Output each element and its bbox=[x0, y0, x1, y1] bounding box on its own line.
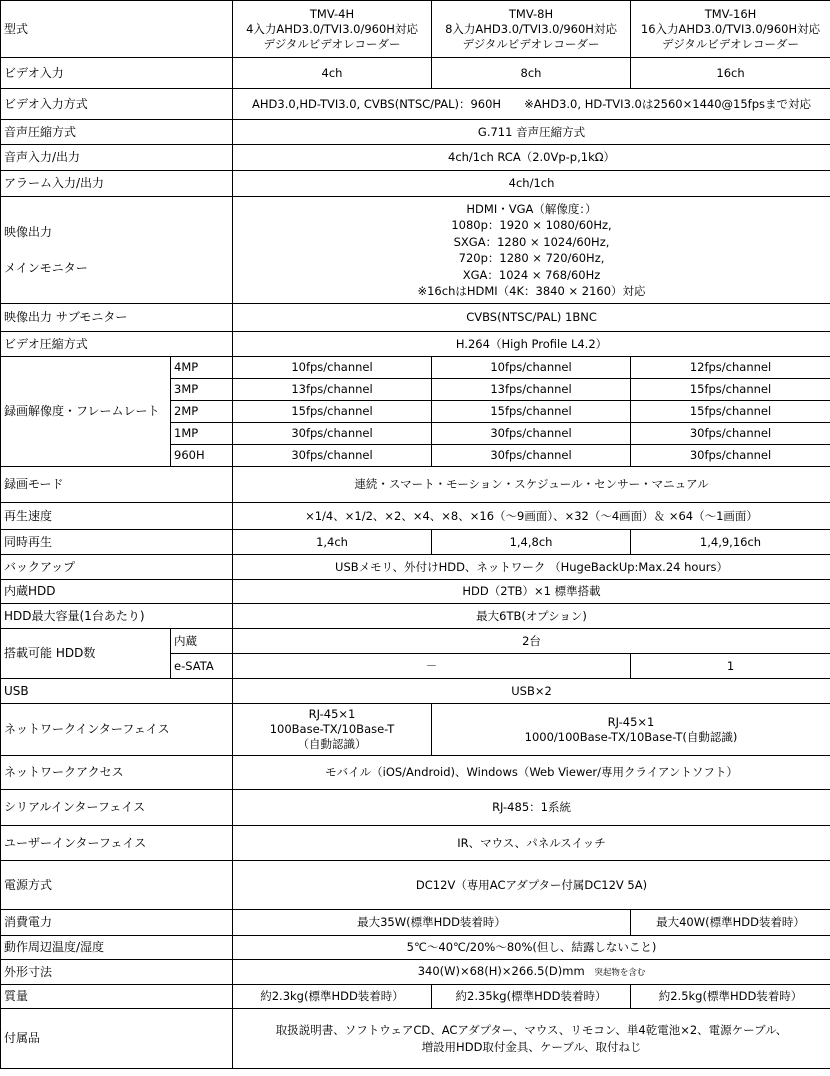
spec-value: RJ-485：1系統 bbox=[233, 790, 830, 826]
spec-label: ユーザーインターフェイス bbox=[1, 826, 233, 861]
spec-value: 15fps/channel bbox=[233, 401, 432, 423]
dimensions-value: 340(W)×68(H)×266.5(D)mm bbox=[417, 963, 585, 978]
resolution-label: 4MP bbox=[171, 357, 233, 379]
spec-value: 最大6TB(オプション) bbox=[233, 604, 830, 629]
spec-value: 1,4,9,16ch bbox=[631, 530, 830, 555]
spec-label bbox=[1, 197, 233, 304]
spec-value: 30fps/channel bbox=[432, 445, 631, 467]
spec-value: 最大40W(標準HDD装着時） bbox=[631, 910, 830, 936]
backup-row bbox=[1, 555, 830, 580]
recording-row bbox=[1, 357, 830, 379]
model-type: デジタルビデオレコーダー bbox=[263, 36, 401, 51]
model-name: TMV-16H bbox=[704, 6, 757, 21]
spec-value: モバイル（iOS/Android)、Windows（Web Viewer/専用クライアントソフト） bbox=[233, 756, 830, 790]
hdd-count-row bbox=[1, 629, 830, 654]
weight-row bbox=[1, 985, 830, 1009]
resolution-label: 2MP bbox=[171, 401, 233, 423]
resolution-label: 960H bbox=[171, 445, 233, 467]
accessories-line: 増設用HDD取付金具、ケーブル、取付ねじ bbox=[421, 1039, 642, 1054]
spec-label: HDD最大容量(1台あたり) bbox=[1, 604, 233, 629]
spec-value bbox=[233, 960, 830, 985]
spec-label: 録画モード bbox=[1, 467, 233, 503]
model-label: 型式 bbox=[1, 1, 233, 58]
spec-value: 30fps/channel bbox=[233, 445, 432, 467]
spec-value: 1 bbox=[631, 654, 830, 679]
video-input-method-row bbox=[1, 89, 830, 120]
serial-if-row bbox=[1, 790, 830, 826]
spec-label: 同時再生 bbox=[1, 530, 233, 555]
spec-label: 質量 bbox=[1, 985, 233, 1009]
resolution-label: 3MP bbox=[171, 379, 233, 401]
spec-value: CVBS(NTSC/PAL) 1BNC bbox=[233, 304, 830, 332]
spec-label: バックアップ bbox=[1, 555, 233, 580]
spec-value bbox=[432, 704, 830, 756]
spec-label: USB bbox=[1, 679, 233, 704]
model-name: TMV-8H bbox=[508, 6, 554, 21]
accessories-line: 取扱説明書、ソフトウェアCD、ACアダプター、マウス、リモコン、単4乾電池×2、電源ケーブル、 bbox=[275, 1022, 788, 1037]
spec-value: G.711 音声圧縮方式 bbox=[233, 120, 830, 145]
spec-value: 4ch bbox=[233, 58, 432, 89]
model-type: デジタルビデオレコーダー bbox=[462, 36, 600, 51]
hdd-max-row bbox=[1, 604, 830, 629]
spec-value: 30fps/channel bbox=[631, 445, 830, 467]
power-consumption-row bbox=[1, 910, 830, 936]
main-output-line: HDMI・VGA（解像度：） bbox=[466, 201, 597, 216]
hdd-internal-label: 内蔵 bbox=[171, 629, 233, 654]
spec-value: IR、マウス、パネルスイッチ bbox=[233, 826, 830, 861]
video-input-row bbox=[1, 58, 830, 89]
main-output-label-1: 映像出力 bbox=[4, 224, 53, 239]
playback-speed-row bbox=[1, 503, 830, 530]
model-desc: 4入力AHD3.0/TVI3.0/960H対応 bbox=[246, 21, 418, 36]
accessories-row bbox=[1, 1009, 830, 1069]
spec-value: 約2.3kg(標準HDD装着時） bbox=[233, 985, 432, 1009]
spec-label: 電源方式 bbox=[1, 861, 233, 910]
user-if-row bbox=[1, 826, 830, 861]
spec-value: H.264（High Profile L4.2） bbox=[233, 332, 830, 357]
spec-value bbox=[233, 197, 830, 304]
spec-value: 5℃～40℃/20%～80%(但し、結露しないこと) bbox=[233, 936, 830, 960]
spec-label: 映像出力 サブモニター bbox=[1, 304, 233, 332]
model-tmv-16h bbox=[631, 1, 830, 58]
main-output-row bbox=[1, 197, 830, 304]
spec-value: 約2.35kg(標準HDD装着時） bbox=[432, 985, 631, 1009]
spec-value bbox=[233, 1009, 830, 1069]
spec-value: 15fps/channel bbox=[432, 401, 631, 423]
network-access-row bbox=[1, 756, 830, 790]
power-row bbox=[1, 861, 830, 910]
main-output-label-2: メインモニター bbox=[4, 260, 88, 275]
header-row bbox=[1, 1, 830, 58]
video-compression-row bbox=[1, 332, 830, 357]
spec-label: ネットワークインターフェイス bbox=[1, 704, 233, 756]
spec-value: 1,4ch bbox=[233, 530, 432, 555]
operating-env-row bbox=[1, 936, 830, 960]
network-if-line: 1000/100Base-TX/10Base-T(自動認識) bbox=[524, 729, 738, 744]
spec-value: 4ch/1ch RCA（2.0Vp-p,1kΩ） bbox=[233, 145, 830, 171]
network-if-line: 100Base-TX/10Base-T bbox=[269, 722, 395, 736]
main-output-line: 720p：1280 × 720/60Hz, bbox=[458, 251, 605, 265]
main-output-line: SXGA：1280 × 1024/60Hz, bbox=[453, 234, 610, 249]
spec-value bbox=[233, 704, 432, 756]
spec-label: 搭載可能 HDD数 bbox=[1, 629, 171, 679]
spec-value: 1,4,8ch bbox=[432, 530, 631, 555]
dimensions-note: 突起物を含む bbox=[594, 967, 646, 978]
main-output-line: 1080p：1920 × 1080/60Hz, bbox=[451, 218, 612, 232]
spec-value: ×1/4、×1/2、×2、×4、×8、×16（～9画面）、×32（～4画面）＆ ×64（～1画面） bbox=[233, 503, 830, 530]
spec-value: 16ch bbox=[631, 58, 830, 89]
spec-value: 10fps/channel bbox=[233, 357, 432, 379]
spec-label: ビデオ入力 bbox=[1, 58, 233, 89]
sub-output-row bbox=[1, 304, 830, 332]
spec-value: 2台 bbox=[233, 629, 830, 654]
spec-label: アラーム入力/出力 bbox=[1, 171, 233, 197]
network-if-line: （自動認識） bbox=[297, 737, 367, 751]
model-tmv-4h bbox=[233, 1, 432, 58]
spec-value: HDD（2TB）×1 標準搭載 bbox=[233, 580, 830, 604]
main-output-line: ※16chはHDMI（4K：3840 × 2160）対応 bbox=[417, 284, 646, 298]
spec-value: USBメモリ、外付けHDD、ネットワーク （HugeBackUp:Max.24 hours） bbox=[233, 555, 830, 580]
spec-value: 15fps/channel bbox=[631, 401, 830, 423]
network-if-line: RJ-45×1 bbox=[607, 714, 655, 729]
spec-value: 13fps/channel bbox=[233, 379, 432, 401]
rec-mode-row bbox=[1, 467, 830, 503]
spec-label: ビデオ入力方式 bbox=[1, 89, 233, 120]
main-output-line: XGA：1024 × 768/60Hz bbox=[462, 267, 601, 282]
spec-label: 動作周辺温度/湿度 bbox=[1, 936, 233, 960]
model-desc: 8入力AHD3.0/TVI3.0/960H対応 bbox=[445, 21, 617, 36]
model-name: TMV-4H bbox=[309, 6, 355, 21]
spec-value: 4ch/1ch bbox=[233, 171, 830, 197]
spec-value: 13fps/channel bbox=[432, 379, 631, 401]
spec-label: ネットワークアクセス bbox=[1, 756, 233, 790]
spec-value: AHD3.0,HD-TVI3.0, CVBS(NTSC/PAL)：960H ※AHD3.0, HD-TVI3.0は2560×1440@15fpsまで対応 bbox=[233, 89, 830, 120]
spec-label: 消費電力 bbox=[1, 910, 233, 936]
spec-value: 約2.5kg(標準HDD装着時） bbox=[631, 985, 830, 1009]
spec-label: 音声入力/出力 bbox=[1, 145, 233, 171]
spec-value: 12fps/channel bbox=[631, 357, 830, 379]
model-desc: 16入力AHD3.0/TVI3.0/960H対応 bbox=[640, 21, 821, 36]
spec-value: DC12V（専用ACアダプター付属DC12V 5A) bbox=[233, 861, 830, 910]
spec-value: 30fps/channel bbox=[631, 423, 830, 445]
alarm-io-row bbox=[1, 171, 830, 197]
simul-playback-row bbox=[1, 530, 830, 555]
model-type: デジタルビデオレコーダー bbox=[661, 36, 800, 51]
spec-value: － bbox=[233, 654, 631, 679]
spec-value: USB×2 bbox=[233, 679, 830, 704]
hdd-esata-label: e-SATA bbox=[171, 654, 233, 679]
internal-hdd-row bbox=[1, 580, 830, 604]
spec-label: 外形寸法 bbox=[1, 960, 233, 985]
network-if-row bbox=[1, 704, 830, 756]
resolution-label: 1MP bbox=[171, 423, 233, 445]
model-tmv-8h bbox=[432, 1, 631, 58]
audio-compression-row bbox=[1, 120, 830, 145]
spec-value: 15fps/channel bbox=[631, 379, 830, 401]
spec-label: 録画解像度・フレームレート bbox=[1, 357, 171, 467]
spec-value: 10fps/channel bbox=[432, 357, 631, 379]
spec-value: 連続・スマート・モーション・スケジュール・センサー・マニュアル bbox=[233, 467, 830, 503]
audio-io-row bbox=[1, 145, 830, 171]
spec-value: 30fps/channel bbox=[432, 423, 631, 445]
network-if-line: RJ-45×1 bbox=[308, 707, 356, 721]
spec-label: 音声圧縮方式 bbox=[1, 120, 233, 145]
spec-label: 内蔵HDD bbox=[1, 580, 233, 604]
dimensions-row bbox=[1, 960, 830, 985]
spec-label: 付属品 bbox=[1, 1009, 233, 1069]
spec-value: 30fps/channel bbox=[233, 423, 432, 445]
spec-label: ビデオ圧縮方式 bbox=[1, 332, 233, 357]
spec-label: シリアルインターフェイス bbox=[1, 790, 233, 826]
spec-value: 8ch bbox=[432, 58, 631, 89]
spec-value: 最大35W(標準HDD装着時） bbox=[233, 910, 631, 936]
spec-label: 再生速度 bbox=[1, 503, 233, 530]
usb-row bbox=[1, 679, 830, 704]
